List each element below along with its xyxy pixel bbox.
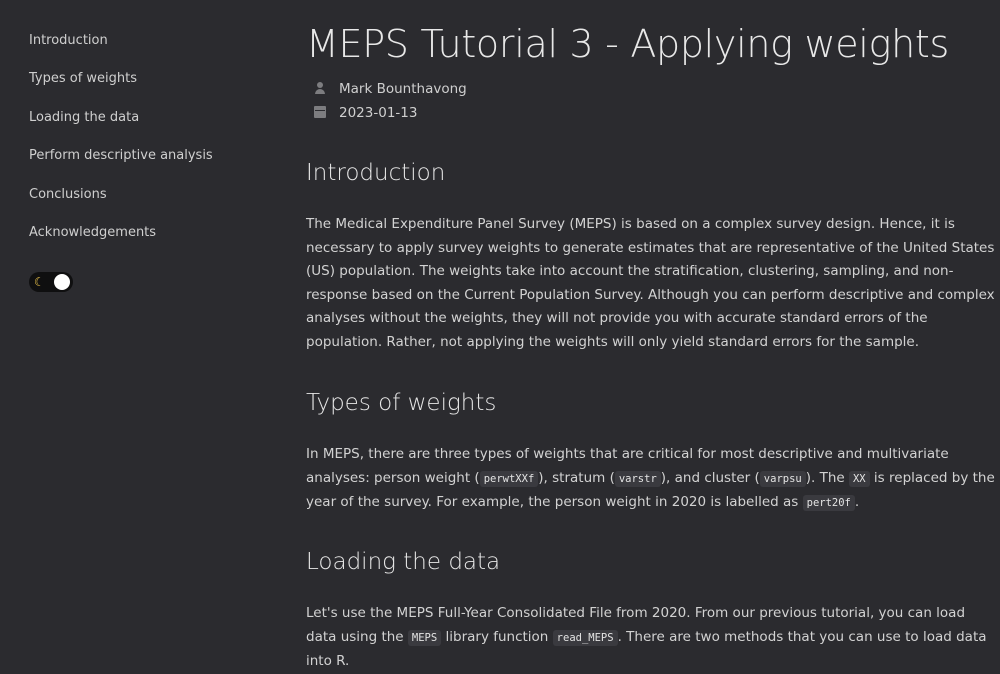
heading-introduction: Introduction (306, 160, 446, 186)
heading-loading-the-data: Loading the data (306, 549, 501, 575)
moon-icon: ☾ (34, 275, 45, 289)
code-pert20f: pert20f (803, 495, 855, 511)
paragraph-types-of-weights (306, 443, 996, 516)
toc-item-acknowledgements[interactable]: Acknowledgements (29, 224, 157, 240)
code-varpsu: varpsu (760, 471, 806, 487)
toc-item-loading-the-data[interactable]: Loading the data (29, 109, 140, 125)
paragraph-loading-the-data (306, 602, 996, 674)
code-xx: XX (849, 471, 870, 487)
text-span: ), stratum ( (538, 469, 615, 486)
author-name: Mark Bounthavong (339, 81, 467, 97)
person-icon (314, 82, 326, 94)
toggle-knob (54, 274, 70, 290)
toc-item-types-of-weights[interactable]: Types of weights (29, 71, 138, 87)
text-span: . There are two methods that you can use to load data into R. (306, 628, 987, 670)
text-span: ), and cluster ( (660, 469, 760, 486)
table-of-contents (29, 31, 213, 261)
text-span: ). The (805, 469, 849, 486)
main-content (306, 0, 996, 670)
calendar-icon (314, 106, 326, 118)
text-span: In MEPS, there are three types of weights that are critical for most descriptive and multivariate analyses: person weight ( (306, 446, 949, 486)
text-span: Let's use the MEPS Full-Year Consolidated File from 2020. From our previous tutorial, you can load data using the (306, 605, 966, 645)
date-line (314, 104, 417, 122)
page-title: MEPS Tutorial 3 - Applying weights (306, 22, 949, 66)
code-read-meps: read_MEPS (553, 630, 618, 646)
text-span: library function (441, 628, 553, 645)
code-varstr: varstr (615, 471, 661, 487)
toc-item-introduction[interactable]: Introduction (29, 33, 108, 48)
author-line (314, 80, 467, 98)
code-meps: MEPS (408, 630, 441, 646)
text-span: . (854, 494, 860, 511)
publish-date: 2023-01-13 (339, 105, 418, 121)
text-span: is replaced by the year of the survey. For example, the person weight in 2020 is labelled as (306, 469, 995, 511)
toc-item-descriptive-analysis[interactable]: Perform descriptive analysis (29, 148, 213, 164)
dark-mode-toggle[interactable] (29, 272, 73, 292)
sidebar (0, 0, 270, 659)
paragraph-introduction: The Medical Expenditure Panel Survey (MEPS) is based on a complex survey design. Hence, it is necessary to apply survey weights to generate estimates that are representative of the United States (US) population. The weights take into account the stratification, clustering, sampling, and non-response based on the Current Population Survey. Although you can perform descriptive and complex analyses without the weights, they will not provide you with accurate standard errors of the population. Rather, not applying the weights will only yield standard errors for the sample. (306, 216, 995, 350)
heading-types-of-weights: Types of weights (306, 390, 497, 416)
toc-item-conclusions[interactable]: Conclusions (29, 186, 107, 202)
code-perwtxxf: perwtXXf (480, 471, 539, 487)
